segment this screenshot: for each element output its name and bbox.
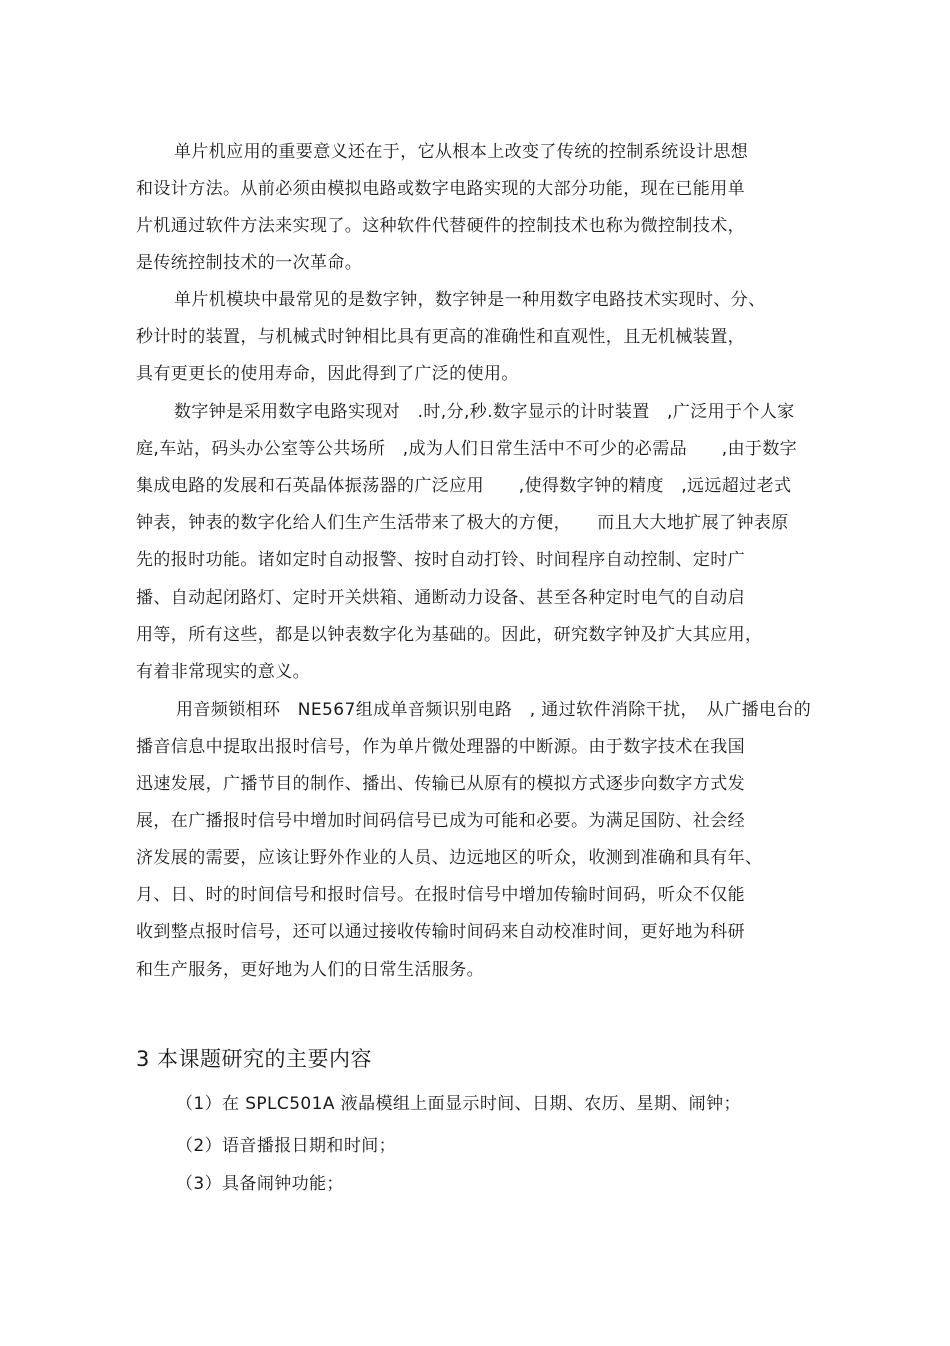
text-line: 和生产服务，更好地为人们的日常生活服务。 xyxy=(136,960,484,980)
text-line: 有着非常现实的意义。 xyxy=(136,662,310,682)
text-line: 片机通过软件方法来实现了。这种软件代替硬件的控制技术也称为微控制技术， xyxy=(136,216,745,236)
text-line: 迅速发展，广播节目的制作、播出、传输已从原有的模拟方式逐步向数字方式发 xyxy=(136,774,745,794)
list-item: （2）语音播报日期和时间； xyxy=(176,1136,397,1156)
list-item: （3）具备闹钟功能； xyxy=(176,1174,344,1194)
text-line: 和设计方法。从前必须由模拟电路或数字电路实现的大部分功能，现在已能用单 xyxy=(136,179,745,199)
section-heading: 3 本课题研究的主要内容 xyxy=(136,1047,373,1071)
text-line: 播音信息中提取出报时信号，作为单片微处理器的中断源。由于数字技术在我国 xyxy=(136,737,745,757)
list-item: （1）在 SPLC501A 液晶模组上面显示时间、日期、农历、星期、闹钟； xyxy=(176,1094,741,1114)
text-line: 先的报时功能。诸如定时自动报警、按时自动打铃、时间程序自动控制、定时广 xyxy=(136,550,745,570)
text-line: 月、日、时的时间信号和报时信号。在报时信号中增加传输时间码，听众不仅能 xyxy=(136,885,745,905)
text-line: 展，在广播报时信号中增加时间码信号已成为可能和必要。为满足国防、社会经 xyxy=(136,811,745,831)
text-line: 数字钟是采用数字电路实现对 .时,分,秒.数字显示的计时装置 ,广泛用于个人家 xyxy=(174,402,795,422)
text-line: 具有更更长的使用寿命，因此得到了广泛的使用。 xyxy=(136,364,519,384)
text-line: 济发展的需要，应该让野外作业的人员、边远地区的听众，收测到准确和具有年、 xyxy=(136,848,763,868)
text-line: 集成电路的发展和石英晶体振荡器的广泛应用 ,使得数字钟的精度 ,远远超过老式 xyxy=(136,476,792,496)
text-line: 秒计时的装置，与机械式时钟相比具有更高的准确性和直观性，且无机械装置， xyxy=(136,327,745,347)
text-line: 用等，所有这些，都是以钟表数字化为基础的。因此，研究数字钟及扩大其应用， xyxy=(136,625,763,645)
text-line: 单片机应用的重要意义还在于，它从根本上改变了传统的控制系统设计思想 xyxy=(174,142,749,162)
text-line: 单片机模块中最常见的是数字钟，数字钟是一种用数字电路技术实现时、分、 xyxy=(174,290,766,310)
text-line: 是传统控制技术的一次革命。 xyxy=(136,253,363,273)
text-line: 用音频锁相环 NE567组成单音频识别电路 , 通过软件消除干扰， 从广播电台的 xyxy=(176,700,812,720)
text-line: 钟表，钟表的数字化给人们生产生活带来了极大的方便， 而且大大地扩展了钟表原 xyxy=(136,513,789,533)
text-line: 播、自动起闭路灯、定时开关烘箱、通断动力设备、甚至各种定时电气的自动启 xyxy=(136,588,745,608)
text-line: 收到整点报时信号，还可以通过接收传输时间码来自动校准时间，更好地为科研 xyxy=(136,922,745,942)
text-line: 庭,车站，码头办公室等公共场所 ,成为人们日常生活中不可少的必需品 ,由于数字 xyxy=(136,439,798,459)
